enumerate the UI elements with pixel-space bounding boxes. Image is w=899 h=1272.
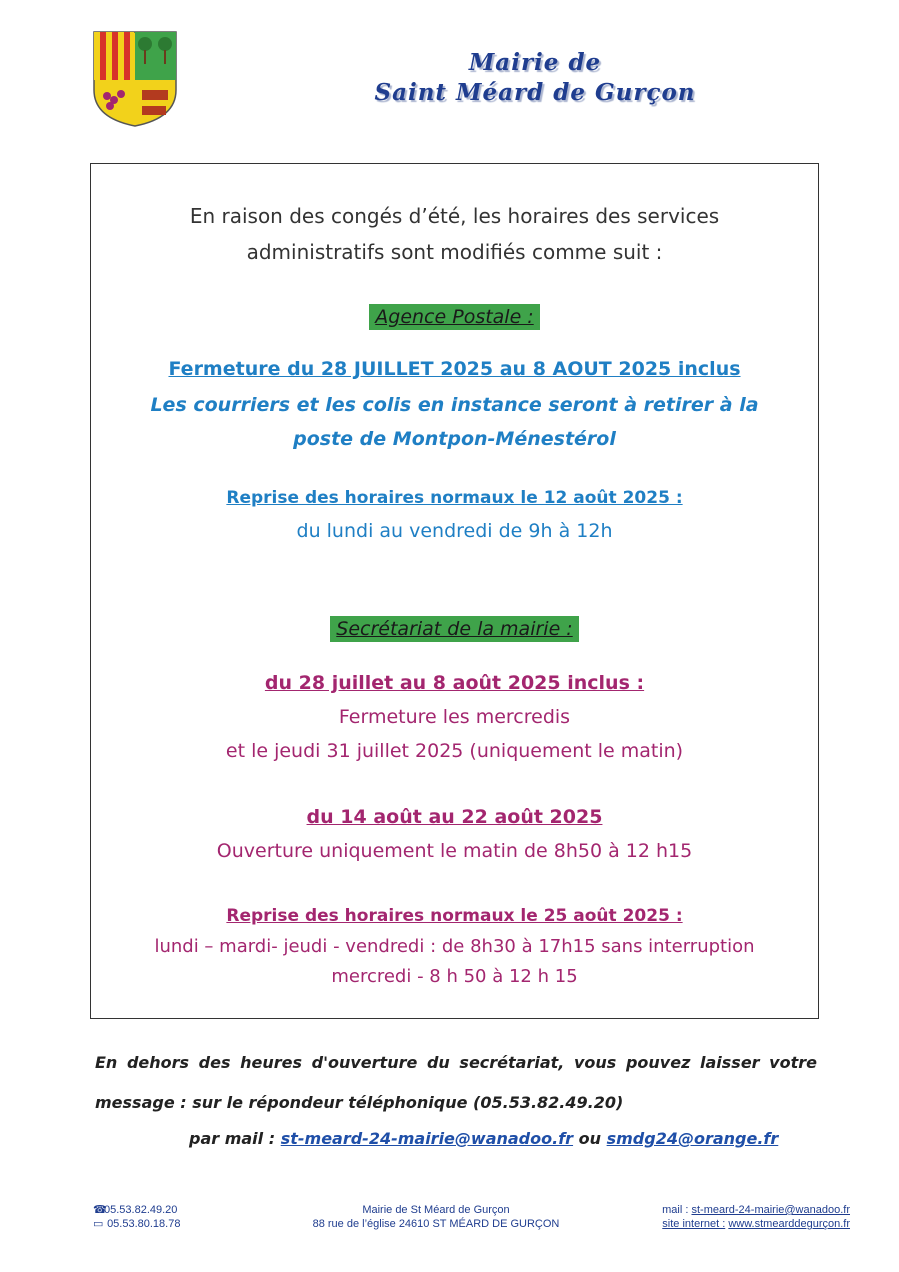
period-1-line-2: et le jeudi 31 juillet 2025 (uniquement le matin) [225,740,684,762]
secretariat-resume-line-1: lundi – mardi- jeudi - vendredi : de 8h30 à 17h15 sans interruption [154,936,755,957]
postal-instance-line-2: poste de Montpon-Ménestérol [293,428,616,450]
footer-fax: 05.53.80.18.78 [107,1218,181,1230]
period-2-line: Ouverture uniquement le matin de 8h50 à 12 h15 [216,840,693,862]
secretariat-resume: Reprise des horaires normaux le 25 août 2025 : [226,906,683,926]
secretariat-period-1: du 28 juillet au 8 août 2025 inclus : [264,672,645,694]
coat-of-arms-logo [92,30,178,128]
footer-address: 88 rue de l’église 24610 ST MÉARD DE GURÇON [312,1218,560,1230]
mail-link-2[interactable]: smdg24@orange.fr [606,1129,779,1148]
title-line-2: Saint Méard de Gurçon [374,79,696,106]
footer-phones [93,1203,180,1231]
postal-resume-hours: du lundi au vendredi de 9h à 12h [296,520,613,542]
footer-address-block [290,1203,582,1231]
footer-contact-block [600,1203,850,1231]
postal-section-label [91,304,818,330]
postal-closure: Fermeture du 28 JUILLET 2025 au 8 AOUT 2025 inclus [168,358,741,380]
secretariat-period-2: du 14 août au 22 août 2025 [306,806,603,828]
mail-or: ou [578,1129,602,1148]
phone-icon: ☎ [93,1204,107,1216]
notice-frame [90,163,819,1019]
fax-icon: ▭ [93,1218,104,1230]
message-line-2: message : sur le répondeur téléphonique (05.53.82.49.20) [95,1093,624,1112]
mail-link-1[interactable]: st-meard-24-mairie@wanadoo.fr [280,1129,574,1148]
footer-site-link[interactable]: www.stmearddegurçon.fr [728,1218,850,1230]
footer-mail-label: mail : [662,1204,689,1216]
title-line-1: Mairie de [468,49,602,76]
postal-resume: Reprise des horaires normaux le 12 août 2025 : [226,488,683,508]
footer-mail-link[interactable]: st-meard-24-mairie@wanadoo.fr [691,1204,850,1216]
footer-name: Mairie de St Méard de Gurçon [362,1204,510,1216]
message-line-1: En dehors des heures d'ouverture du secrétariat, vous pouvez laisser votre [95,1053,817,1072]
message-mail-line [189,1129,778,1148]
footer-phone: 05.53.82.49.20 [104,1204,178,1216]
secretariat-section-label [91,616,818,642]
footer-site-label: site internet : [662,1218,726,1230]
postal-instance-line-1: Les courriers et les colis en instance seront à retirer à la [150,394,759,416]
mail-prefix: par mail : [189,1129,276,1148]
secretariat-resume-line-2: mercredi - 8 h 50 à 12 h 15 [331,966,578,987]
page-title [300,48,770,108]
period-1-line-1: Fermeture les mercredis [338,706,571,728]
postal-label: Agence Postale : [369,304,539,330]
secretariat-label: Secrétariat de la mairie : [330,616,578,642]
intro-line-1: En raison des congés d’été, les horaires des services [189,204,720,228]
intro-line-2: administratifs sont modifiés comme suit : [246,240,663,264]
